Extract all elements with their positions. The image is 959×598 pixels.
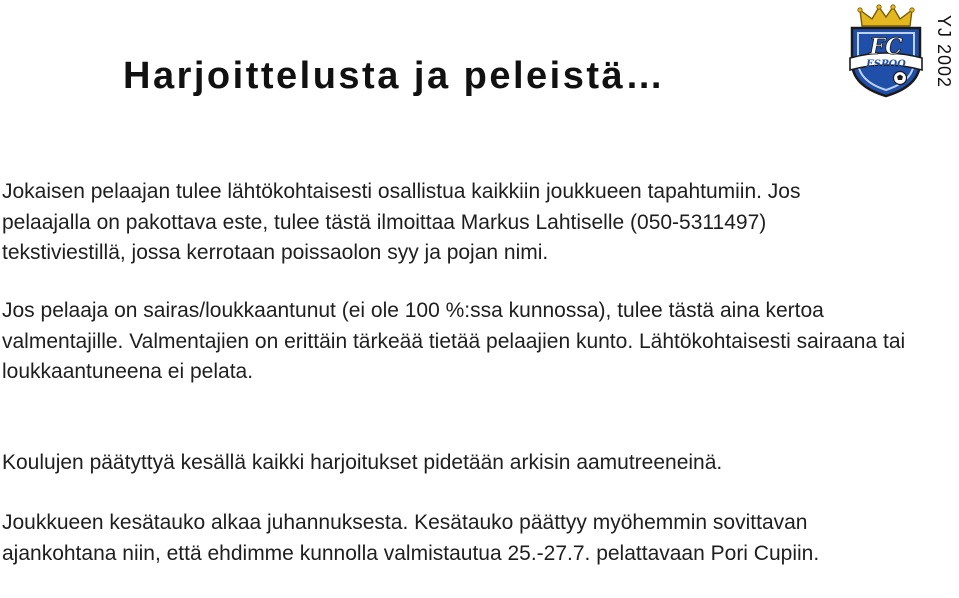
- paragraph-attendance: Jokaisen pelaajan tulee lähtökohtaisesti osallistua kaikkiin joukkueen tapahtumiin. Jos pelaajalla on pakottava este, tulee tästä ilmoittaa Markus Lahtiselle (050-5311497) tekstiviestillä, jossa kerrotaan poissaolon syy ja pojan nimi.: [2, 180, 801, 264]
- page-title: Harjoittelusta ja peleistä…: [123, 55, 666, 97]
- crown-icon: [858, 5, 914, 26]
- side-label-text: YJ 2002: [934, 14, 955, 88]
- paragraph-illness: Jos pelaaja on sairas/loukkaantunut (ei ole 100 %:ssa kunnossa), tulee tästä aina kertoa valmentajille. Valmentajien on erittäin tärkeää tietää pelaajien kunto. Lähtökohtaisesti sairaana tai loukkaantuneena ei pelata.: [2, 299, 906, 383]
- paragraph-summer-training: Koulujen päätyttyä kesällä kaikki harjoitukset pidetään arkisin aamutreeneinä.: [2, 451, 723, 474]
- logo-text-espoo: ESPOO: [866, 59, 906, 70]
- soccer-ball-icon: [894, 72, 907, 85]
- paragraph-summer-break: Joukkueen kesätauko alkaa juhannuksesta. Kesätauko päättyy myöhemmin sovittavan ajankohtana niin, että ehdimme kunnolla valmistautua 25.-27.7. pelattavaan Pori Cupiin.: [2, 511, 820, 565]
- side-label: [930, 6, 958, 96]
- fc-espoo-logo: [846, 4, 926, 98]
- logo-text-fc: FC: [869, 34, 903, 60]
